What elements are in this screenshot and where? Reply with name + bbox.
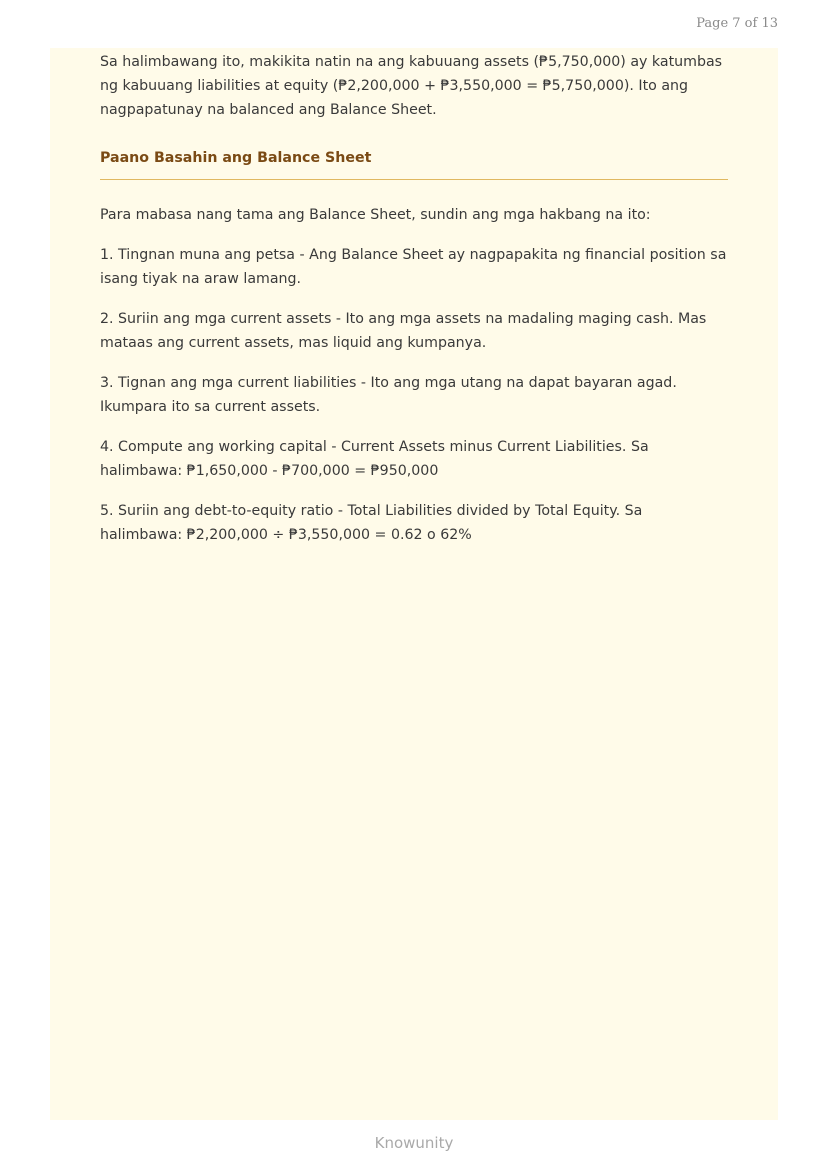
step-item: 3. Tignan ang mga current liabilities - Ito ang mga utang na dapat bayaran agad. Ikumpara ito sa current assets. [100, 375, 677, 415]
intro-paragraph: Sa halimbawang ito, makikita natin na ang kabuuang assets (₱5,750,000) ay katumbas ng kabuuang liabilities at equity (₱2,200,000 + ₱3,550,000 = ₱5,750,000). Ito ang nagpapatunay na balanced ang Balance Sheet. [100, 54, 723, 118]
section-title: Paano Basahin ang Balance Sheet [100, 150, 372, 166]
step-item: 2. Suriin ang mga current assets - Ito ang mga assets na madaling maging cash. Mas mataas ang current assets, mas liquid ang kumpanya. [100, 311, 707, 351]
section-divider [100, 179, 728, 180]
lead-paragraph: Para mabasa nang tama ang Balance Sheet, sundin ang mga hakbang na ito: [100, 207, 651, 223]
step-item: 5. Suriin ang debt-to-equity ratio - Total Liabilities divided by Total Equity. Sa halimbawa: ₱2,200,000 ÷ ₱3,550,000 = 0.62 o 62% [100, 503, 643, 543]
content-body [100, 48, 728, 547]
step-item: 4. Compute ang working capital - Current Assets minus Current Liabilities. Sa halimbawa: ₱1,650,000 - ₱700,000 = ₱950,000 [100, 439, 649, 479]
content-panel [50, 48, 778, 1120]
footer-brand: Knowunity [374, 1134, 454, 1152]
page-indicator: Page 7 of 13 [696, 16, 778, 31]
step-item: 1. Tingnan muna ang petsa - Ang Balance Sheet ay nagpapakita ng financial position sa isang tiyak na araw lamang. [100, 247, 727, 287]
